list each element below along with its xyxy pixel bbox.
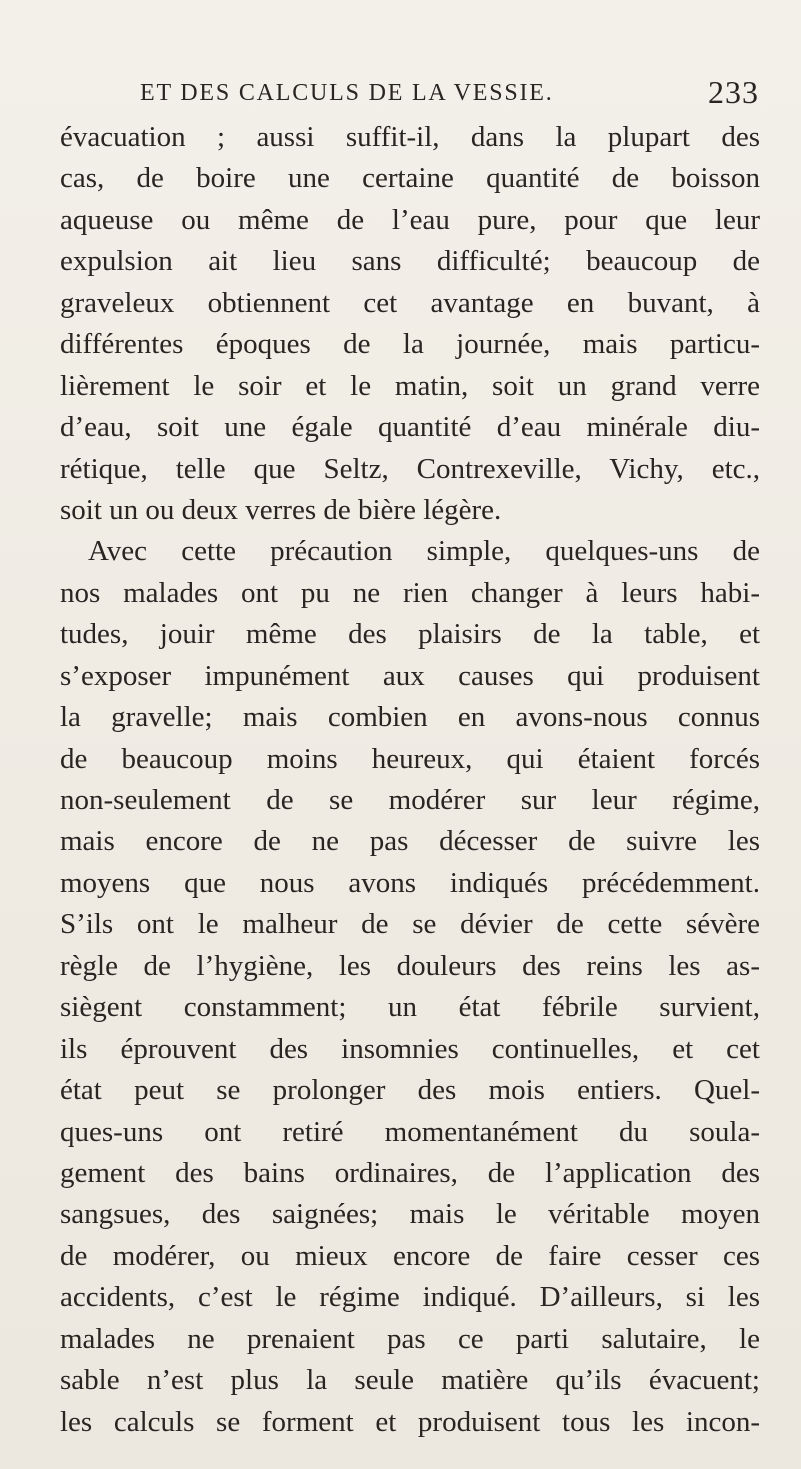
text-line: siègent constamment; un état fébrile survient, xyxy=(60,991,760,1024)
text-line: lièrement le soir et le matin, soit un grand verre xyxy=(60,369,760,402)
text-line: expulsion ait lieu sans difficulté; beaucoup de xyxy=(60,245,760,278)
running-head xyxy=(60,74,759,114)
text-line: sangsues, des saignées; mais le véritable moyen xyxy=(60,1198,760,1231)
text-line: gement des bains ordinaires, de l’application des xyxy=(60,1156,760,1189)
body-text xyxy=(60,117,760,1443)
text-line: évacuation ; aussi suffit-il, dans la plupart des xyxy=(60,121,760,153)
text-line: les calculs se forment et produisent tous les incon- xyxy=(60,1405,760,1438)
text-line: S’ils ont le malheur de se dévier de cette sévère xyxy=(60,908,760,941)
text-line: différentes époques de la journée, mais particu- xyxy=(60,328,760,361)
text-line: accidents, c’est le régime indiqué. D’ailleurs, si les xyxy=(60,1281,760,1314)
text-line: moyens que nous avons indiqués précédemment. xyxy=(60,866,760,899)
text-line: la gravelle; mais combien en avons-nous connus xyxy=(60,701,760,734)
text-line: non-seulement de se modérer sur leur régime, xyxy=(60,784,760,816)
running-title: ET DES CALCULS DE LA VESSIE. xyxy=(140,80,554,106)
text-line: état peut se prolonger des mois entiers. Quel- xyxy=(60,1074,760,1107)
text-line: s’exposer impunément aux causes qui produisent xyxy=(60,659,760,692)
text-line: cas, de boire une certaine quantité de boisson xyxy=(60,162,760,195)
text-line: règle de l’hygiène, les douleurs des reins les as- xyxy=(60,949,760,982)
text-line: mais encore de ne pas décesser de suivre les xyxy=(60,825,760,858)
text-line: ques-uns ont retiré momentanément du soula- xyxy=(60,1115,760,1148)
text-line: nos malades ont pu ne rien changer à leurs habi- xyxy=(60,576,760,609)
text-line: rétique, telle que Seltz, Contrexeville, Vichy, etc., xyxy=(60,452,760,485)
paragraph-end-line: soit un ou deux verres de bière légère. xyxy=(60,493,502,526)
text-line: aqueuse ou même de l’eau pure, pour que leur xyxy=(60,203,760,236)
text-line: d’eau, soit une égale quantité d’eau minérale diu- xyxy=(60,411,760,444)
text-line: sable n’est plus la seule matière qu’ils évacuent; xyxy=(60,1364,760,1397)
paragraph-start-line: Avec cette précaution simple, quelques-uns de xyxy=(88,535,760,568)
text-line: de beaucoup moins heureux, qui étaient forcés xyxy=(60,742,760,775)
text-line: tudes, jouir même des plaisirs de la table, et xyxy=(60,618,760,651)
text-line: de modérer, ou mieux encore de faire cesser ces xyxy=(60,1239,760,1272)
text-line: ils éprouvent des insomnies continuelles, et cet xyxy=(60,1032,760,1065)
text-line: graveleux obtiennent cet avantage en buvant, à xyxy=(60,286,760,319)
page-number: 233 xyxy=(708,74,759,110)
text-line: malades ne prenaient pas ce parti salutaire, le xyxy=(60,1322,760,1355)
